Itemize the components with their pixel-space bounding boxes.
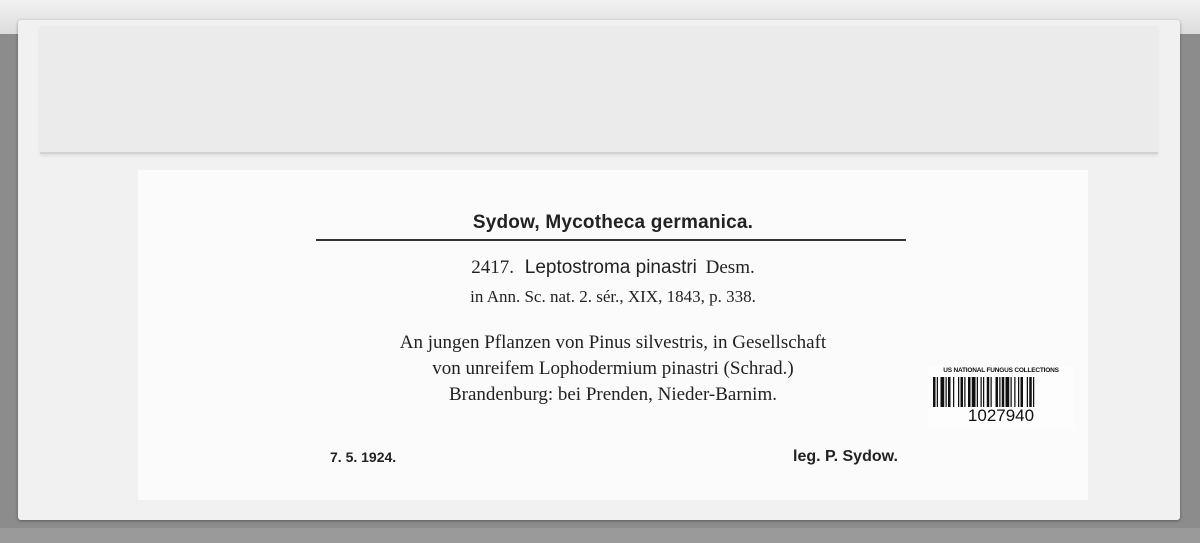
specimen-label (138, 170, 1088, 500)
habitat-line: An jungen Pflanzen von Pinus silvestris, in Gesellschaft (399, 332, 827, 353)
habitat-line: von unreifem Lophodermium pinastri (Schrad.) (432, 358, 794, 379)
habitat-line: Brandenburg: bei Prenden, Nieder-Barnim. (449, 384, 777, 405)
series-title: Sydow, Mycotheca germanica. (472, 212, 754, 233)
barcode-bars (933, 377, 1069, 407)
barcode-label (928, 366, 1074, 428)
exsiccata-number: 2417. (471, 257, 514, 278)
species-name: Leptostroma pinastri (524, 257, 697, 278)
barcode-heading: US NATIONAL FUNGUS COLLECTIONS (943, 367, 1059, 374)
collection-date: 7. 5. 1924. (330, 449, 397, 465)
background-strip-bottom (0, 528, 1200, 543)
specimen-envelope (18, 20, 1180, 520)
barcode-number: 1027940 (967, 406, 1035, 425)
species-line (138, 257, 1088, 279)
envelope-flap (40, 26, 1158, 154)
title-rule (316, 239, 906, 241)
collector: leg. P. Sydow. (793, 448, 898, 465)
literature-citation: in Ann. Sc. nat. 2. sér., XIX, 1843, p. 338. (470, 287, 756, 306)
species-authority: Desm. (705, 257, 755, 278)
